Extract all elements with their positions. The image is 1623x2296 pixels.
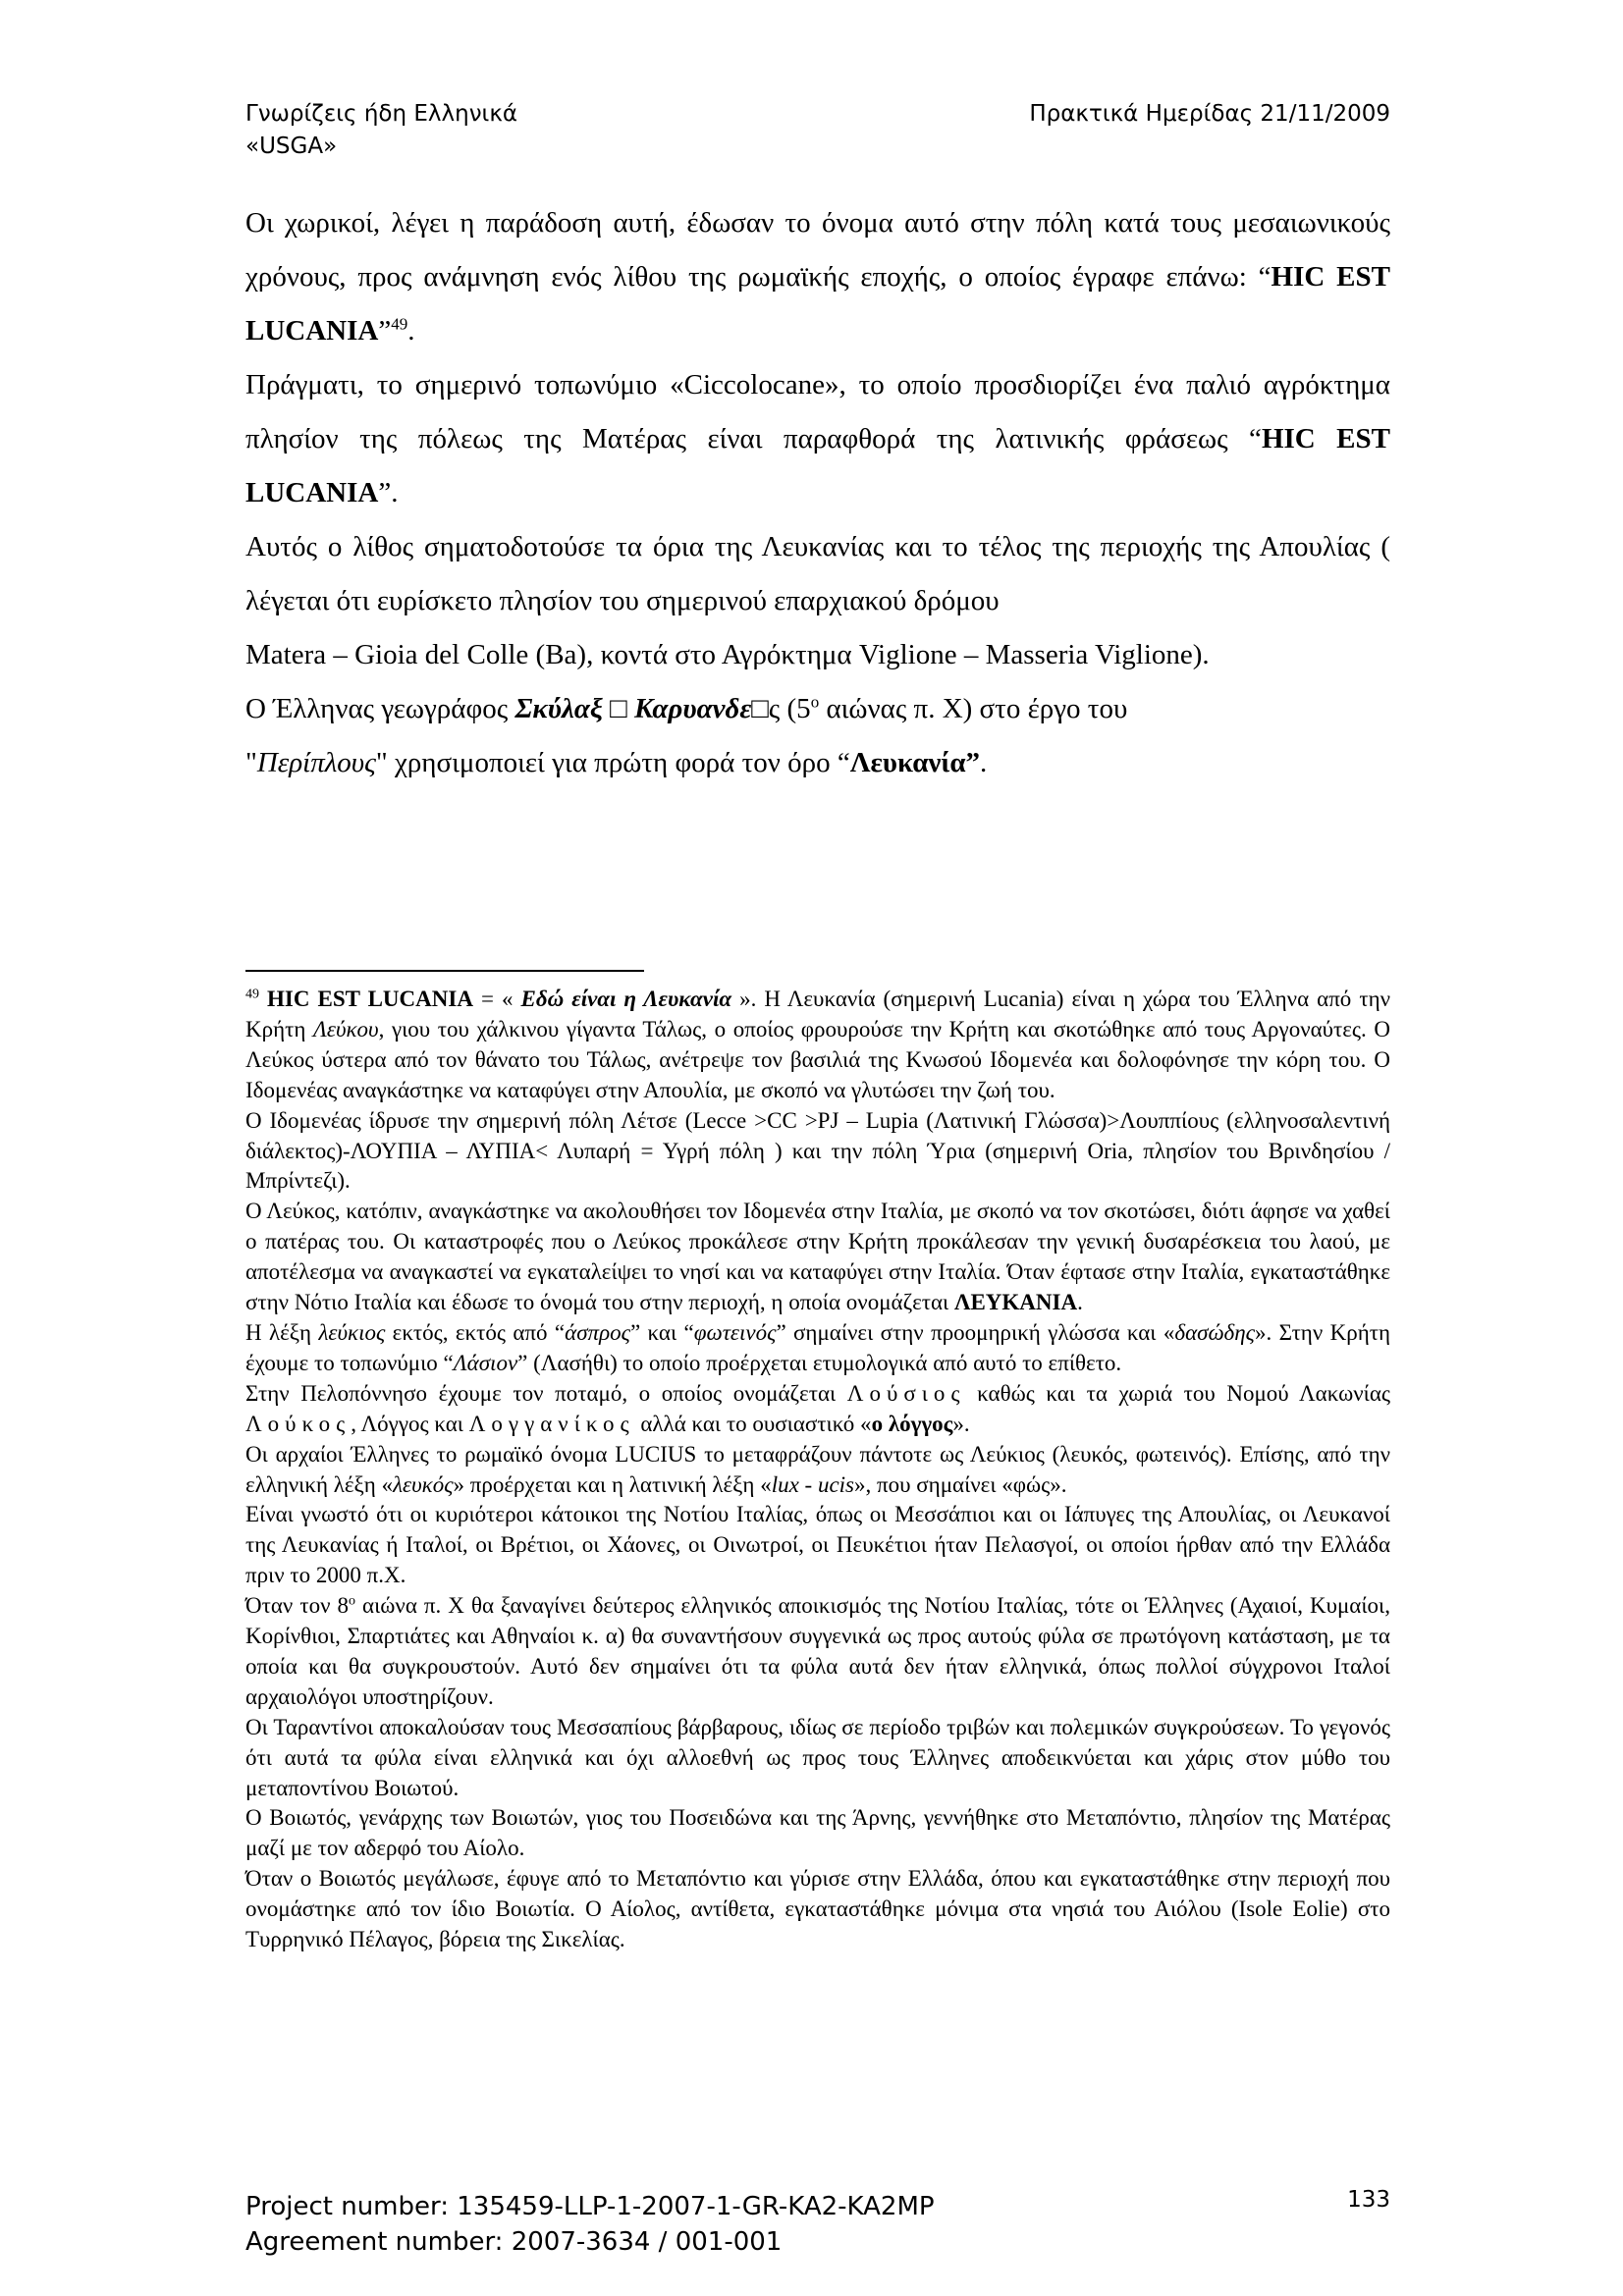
header-subtitle: «USGA» (245, 133, 338, 159)
footnote-separator (245, 970, 644, 972)
footnote-paragraph: Οι Ταραντίνοι αποκαλούσαν τους Μεσσαπίους βάρβαρους, ιδίως σε περίοδο τριβών και πολεμικών συγκρούσεων. Το γεγονός ότι αυτά τα φύλα είναι ελληνικά και όχι αλλοεθνή ως προς τους Έλληνες αποδεικνύεται και χάρις στον μύθο του μεταποντίνου Βοιωτού. (245, 1714, 1390, 1800)
agreement-number: Agreement number: 2007-3634 / 001-001 (245, 2227, 783, 2257)
paragraph: Ο Έλληνας γεωγράφος Σκύλαξ □ Καρυανδε□ς ($5^o$ αιώνας π. Χ) στο έργο του (245, 692, 1128, 724)
paragraph: Οι χωρικοί, λέγει η παράδοση αυτή, έδωσαν το όνομα αυτό στην πόλη κατά τους μεσαιωνικούς χρόνους, προς ανάμνηση ενός λίθου της ρωμαϊκής εποχής, ο οποίος έγραφε επάνω: “HIC EST LUCANIA”$^{49}$. (245, 207, 1390, 347)
page-number: 133 (1347, 2187, 1390, 2213)
running-header-left (245, 98, 517, 163)
footnote-paragraph: Ο Βοιωτός, γενάρχης των Βοιωτών, γιος του Ποσειδώνα και της Άρνης, γεννήθηκε στο Μεταπόντιο, πλησίον της Ματέρας μαζί με τον αδερφό του Αίολο. (245, 1805, 1390, 1861)
paragraph: Πράγματι, το σημερινό τοπωνύμιο «Ciccolocane», το οποίο προσδιορίζει ένα παλιό αγρόκτημα πλησίον της πόλεως της Ματέρας είναι παραφθορά της λατινικής φράσεως “HIC EST LUCANIA”. (245, 369, 1390, 508)
footnote-paragraph: Όταν τον 8$^o$ αιώνα π. Χ θα ξαναγίνει δεύτερος ελληνικός αποικισμός της Νοτίου Ιταλίας, τότε οι Έλληνες (Αχαιοί, Κυμαίοι, Κορίνθιοι, Σπαρτιάτες και Αθηναίοι κ. α) θα συναντήσουν συγγενικά ως προς αυτούς φύλα σε πρωτόγονη κατάσταση, με τα οποία και θα συγκρουστούν. Αυτό δεν σημαίνει ότι τα φύλα αυτά δεν ήταν ελληνικά, όπως πολλοί σύγχρονοι Ιταλοί αρχαιολόγοι υποστηρίζουν. (245, 1593, 1390, 1709)
header-title: Γνωρίζεις ήδη Ελληνικά (245, 101, 518, 127)
footnote-paragraph: Στην Πελοπόννησο έχουμε τον ποταμό, ο οποίος ονομάζεται Λούσιος καθώς και τα χωριά του Νομού Λακωνίας Λούκος, Λόγγος και Λογγανίκος αλλά και το ουσιαστικό «ο λόγγος». (245, 1380, 1390, 1436)
paragraph: Matera – Gioia del Colle (Ba), κοντά στο Αγρόκτημα Viglione – Masseria Viglione). (245, 639, 1210, 670)
project-number: Project number: 135459-LLP-1-2007-1-GR-KA2-KA2MP (245, 2192, 935, 2221)
footnote-paragraph: Ο Λεύκος, κατόπιν, αναγκάστηκε να ακολουθήσει τον Ιδομενέα στην Ιταλία, με σκοπό να τον σκοτώσει, διότι άφησε να χαθεί ο πατέρας του. Οι καταστροφές που ο Λεύκος προκάλεσε στην Κρήτη προκάλεσαν την γενική δυσαρέσκεια του λαού, με αποτέλεσμα να αναγκαστεί να εγκαταλείψει το νησί και να καταφύγει στην Ιταλία. Όταν έφτασε στην Ιταλία, εγκαταστάθηκε στην Νότιο Ιταλία και έδωσε το όνομά του στην περιοχή, η οποία ονομάζεται ΛΕΥΚΑΝΙΑ. (245, 1199, 1390, 1315)
missing-glyph-box: □ (751, 693, 769, 724)
running-footer (245, 2189, 935, 2260)
footnote-paragraph: Όταν ο Βοιωτός μεγάλωσε, έφυγε από το Μεταπόντιο και γύρισε στην Ελλάδα, όπου και εγκαταστάθηκε στην περιοχή που ονομάστηκε από τον ίδιο Βοιωτία. Ο Αίολος, αντίθετα, εγκαταστάθηκε μόνιμα στα νησιά του Αιόλου (Isole Eolie) στο Τυρρηνικό Πέλαγος, βόρεια της Σικελίας. (245, 1866, 1390, 1952)
footnote-paragraph: Οι αρχαίοι Έλληνες το ρωμαϊκό όνομα LUCIUS το μεταφράζουν πάντοτε ως Λεύκιος (λευκός, φωτεινός). Επίσης, από την ελληνική λέξη «λευκός» προέρχεται και η λατινική λέξη «lux - ucis», που σημαίνει «φώς». (245, 1441, 1390, 1497)
paragraph: Αυτός ο λίθος σηματοδοτούσε τα όρια της Λευκανίας και το τέλος της περιοχής της Απουλίας ( λέγεται ότι ευρίσκετο πλησίον του σημερινού επαρχιακού δρόμου (245, 531, 1390, 616)
footnote: $^{49}$ HIC EST LUCANIA = « Εδώ είναι η Λευκανία ». Η Λευκανία (σημερινή Lucania) είναι η χώρα του Έλληνα από την Κρήτη Λεύκου, γιου του χάλκινου γίγαντα Τάλως, ο οποίος φρουρούσε την Κρήτη και σκοτώθηκε από τους Αργοναύτες. Ο Λεύκος ύστερα από τον θάνατο του Τάλως, ανέτρεψε τον βασιλιά της Κνωσού Ιδομενέα και δολοφόνησε την κόρη του. Ο Ιδομενέας αναγκάστηκε να καταφύγει στην Απουλία, με σκοπό να γλυτώσει την ζωή του. (245, 987, 1391, 1102)
footnote-paragraph: Η λέξη λεύκιος εκτός, εκτός από “άσπρος” και “φωτεινός” σημαίνει στην προομηρική γλώσσα και «δασώδης». Στην Κρήτη έχουμε το τοπωνύμιο “Λάσιον” (Λασήθι) το οποίο προέρχεται ετυμολογικά από αυτό το επίθετο. (245, 1319, 1390, 1375)
footnote-number: 49 (245, 987, 259, 1002)
footnotes (245, 985, 1390, 1955)
footnote-paragraph: Είναι γνωστό ότι οι κυριότεροι κάτοικοι της Νοτίου Ιταλίας, όπως οι Μεσσάπιοι και οι Ιάπυγες της Απουλίας, οι Λευκανοί της Λευκανίας ή Ιταλοί, οι Βρέτιοι, οι Χάονες, οι Οινωτροί, οι Πευκέτιοι ήταν Πελασγοί, οι οποίοι ήρθαν από την Ελλάδα πριν το 2000 π.Χ. (245, 1502, 1390, 1588)
main-text (245, 196, 1390, 790)
footnote-reference[interactable]: 49 (391, 314, 408, 334)
footnote-paragraph: Ο Ιδομενέας ίδρυσε την σημερινή πόλη Λέτσε (Lecce >CC >PJ – Lupia (Λατινική Γλώσσα)>Λουππίους (ελληνοσαλεντινή διάλεκτος)-ΛΟΥΠΙΑ – ΛΥΠΙΑ< Λυπαρή = Υγρή πόλη ) και την πόλη Ύρια (σημερινή Oria, πλησίον του Βρινδησίου / Μπρίντεζι). (245, 1107, 1390, 1194)
paragraph: "Περίπλους" χρησιμοποιεί για πρώτη φορά τον όρο “Λευκανία”. (245, 747, 988, 778)
running-header-right: Πρακτικά Ημερίδας 21/11/2009 (1029, 101, 1390, 127)
